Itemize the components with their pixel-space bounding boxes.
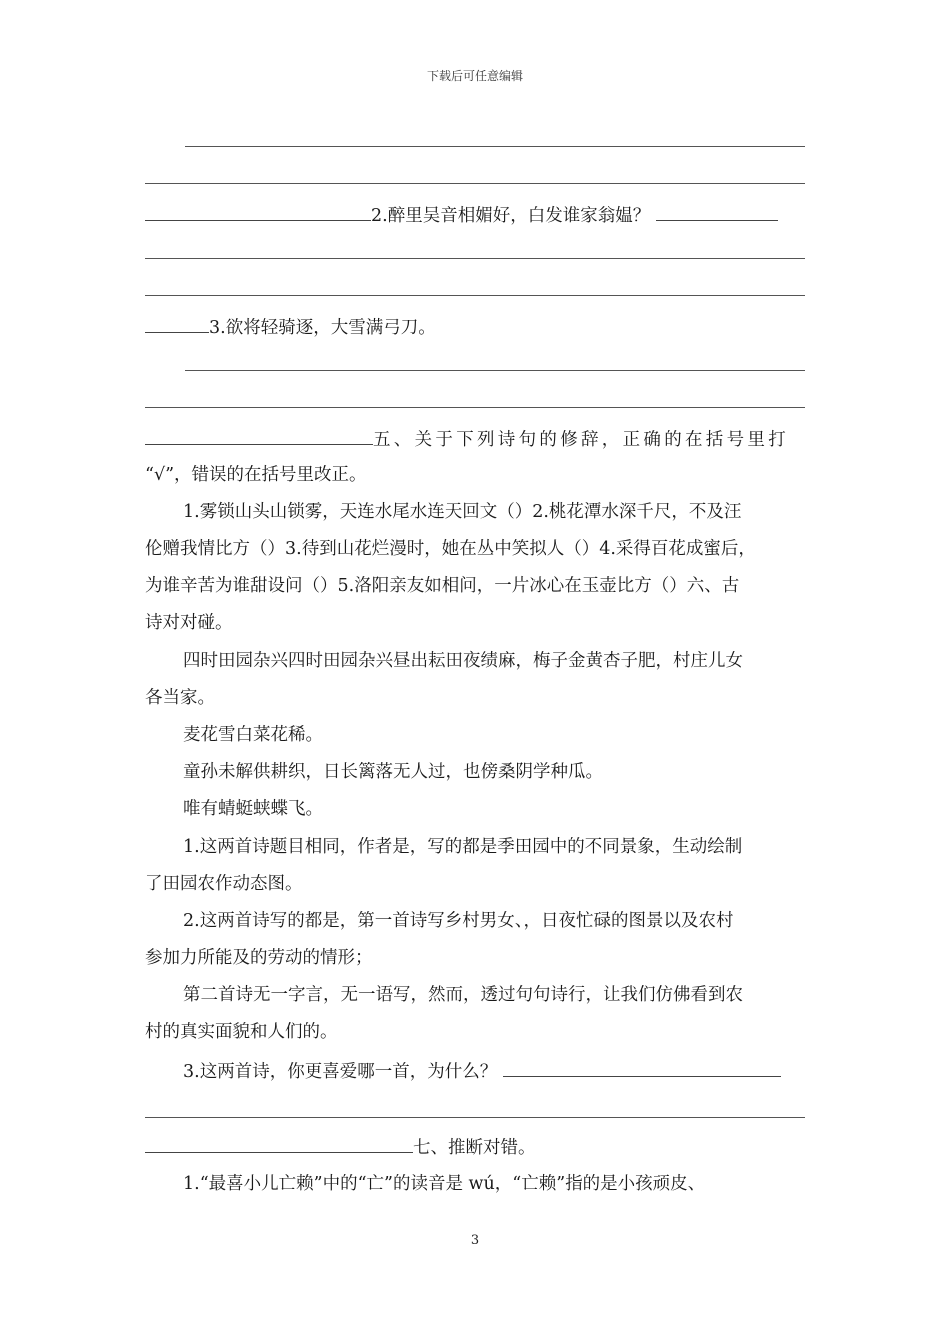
poem-line: 唯有蜻蜓蛱蝶飞。 <box>183 799 323 819</box>
paragraph-line: 各当家。 <box>145 688 215 708</box>
answer-line <box>145 1117 805 1118</box>
paragraph-line: 1.这两首诗题目相同，作者是，写的都是季田园中的不同景象，生动绘制 <box>183 837 743 857</box>
paragraph-line: 1.“最喜小儿亡赖”中的“亡”的读音是 wú，“亡赖”指的是小孩顽皮、 <box>183 1174 706 1194</box>
answer-blank <box>145 1134 413 1153</box>
paragraph-line: 伦赠我情比方（）3.待到山花烂漫时，她在丛中笑拟人（）4.采得百花成蜜后， <box>145 539 756 559</box>
paragraph-line: 村的真实面貌和人们的。 <box>145 1022 338 1042</box>
answer-line <box>145 183 805 184</box>
question-row <box>145 314 436 340</box>
paragraph-line: 参加力所能及的劳动的情形； <box>145 948 373 968</box>
paragraph-line: 第二首诗无一字言，无一语写，然而，透过句句诗行，让我们仿佛看到农 <box>183 985 743 1005</box>
paragraph-line: 为谁辛苦为谁甜设问（）5.洛阳亲友如相问，一片冰心在玉壶比方（）六、古 <box>145 576 740 596</box>
poem-line: 麦花雪白菜花稀。 <box>183 725 323 745</box>
section-five-title: 五、关于下列诗句的修辞，正确的在括号里打 <box>145 426 789 452</box>
paragraph-line: 四时田园杂兴四时田园杂兴昼出耘田夜绩麻，梅子金黄杏子肥，村庄儿女 <box>183 651 743 671</box>
page-number: 3 <box>470 1233 480 1248</box>
paragraph-line: 1.雾锁山头山锁雾，天连水尾水连天回文（）2.桃花潭水深千尺，不及汪 <box>183 502 742 522</box>
section-five-title-cont: “√”，错误的在括号里改正。 <box>145 465 367 485</box>
paragraph-line: 2.这两首诗写的都是，第一首诗写乡村男女、，日夜忙碌的图景以及农村 <box>183 911 734 931</box>
paragraph-line: 了田园农作动态图。 <box>145 874 303 894</box>
answer-blank <box>145 314 209 333</box>
answer-line <box>185 370 805 371</box>
poem-line-q2: 2.醉里吴音相媚好，白发谁家翁媪？ <box>371 206 651 226</box>
answer-line <box>145 295 805 296</box>
answer-blank <box>656 202 778 221</box>
answer-blank <box>503 1058 781 1077</box>
answer-line <box>145 407 805 408</box>
page-header: 下载后可任意编辑 <box>426 69 523 83</box>
paragraph-line: 诗对对碰。 <box>145 613 233 633</box>
answer-blank <box>145 202 371 221</box>
answer-line <box>185 146 805 147</box>
answer-blank <box>145 426 373 445</box>
question-row: 3.这两首诗，你更喜爱哪一首，为什么？ <box>183 1058 781 1084</box>
section-seven-title: 七、推断对错。 <box>145 1134 536 1160</box>
answer-line <box>145 258 805 259</box>
question-row <box>145 202 778 228</box>
poem-line-q3: 3.欲将轻骑逐，大雪满弓刀。 <box>209 318 436 338</box>
poem-line: 童孙未解供耕织，日长篱落无人过，也傍桑阴学种瓜。 <box>183 762 603 782</box>
